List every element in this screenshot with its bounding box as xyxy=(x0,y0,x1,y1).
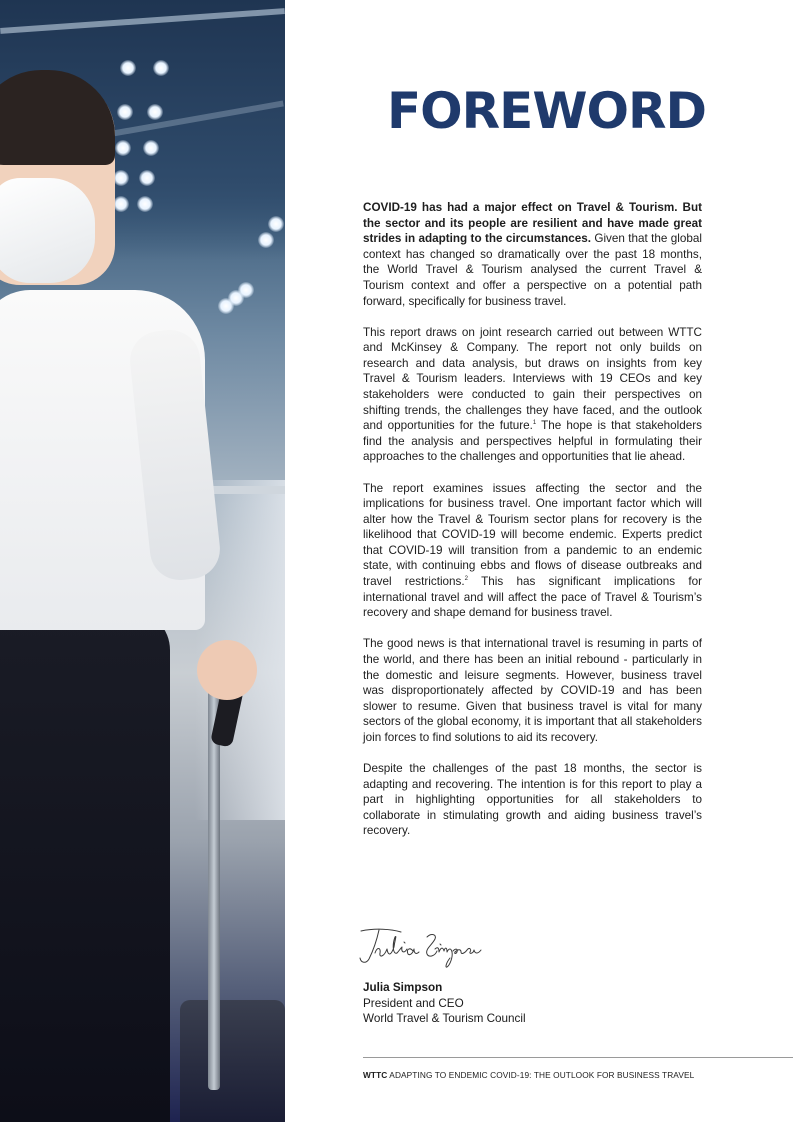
ceiling-light xyxy=(113,170,129,186)
ceiling-light xyxy=(218,298,234,314)
ceiling-light xyxy=(238,282,254,298)
ceiling-light xyxy=(139,170,155,186)
footnote-ref-2[interactable]: 2 xyxy=(464,576,468,583)
ceiling-light xyxy=(137,196,153,212)
foreword-body xyxy=(363,200,702,854)
suitcase-handle xyxy=(208,690,220,1090)
paragraph-2-text-a: This report draws on joint research carried out between WTTC and McKinsey & Company. The report not only builds on research and data analysis, but draws on insights from key Travel & Tourism leaders. Interviews with 19 CEOs and key stakeholders were conducted to gain their perspectives on shifting trends, the challenges they have faced, and the outlook and opportunities for the future. xyxy=(363,325,702,433)
ceiling-light xyxy=(120,60,136,76)
suitcase xyxy=(180,1000,285,1122)
ceiling-light xyxy=(153,60,169,76)
paragraph-1 xyxy=(363,200,702,309)
ceiling-light xyxy=(115,140,131,156)
paragraph-1-lead: COVID-19 has had a major effect on Travel & Tourism. But the sector and its people are resilient and have made great strides in adapting to the circumstances. xyxy=(363,201,702,246)
footer-title: ADAPTING TO ENDEMIC COVID-19: THE OUTLOOK FOR BUSINESS TRAVEL xyxy=(387,1070,695,1080)
paragraph-2 xyxy=(363,325,702,465)
paragraph-5: Despite the challenges of the past 18 months, the sector is adapting and recovering. The intention is for this report to play a part in highlighting opportunities for all stakeholders to collaborate in stimulating growth and aiding business travel’s recovery. xyxy=(363,762,702,838)
footer-brand: WTTC xyxy=(363,1070,388,1080)
ceiling-light xyxy=(143,140,159,156)
person-hand xyxy=(197,640,257,700)
paragraph-2-text-b: The hope is that stakeholders find the analysis and perspectives helpful in formulating their approaches to the challenges and opportunities that lie ahead. xyxy=(363,419,702,464)
page-title: FOREWORD xyxy=(387,82,706,140)
paragraph-3-text-a: The report examines issues affecting the sector and the implications for business travel. One important factor which will alter how the Travel & Tourism sector plans for recovery is the likelihood that COVID-19 will become endemic. Experts predict that COVID-19 will transition from a pandemic to an endemic state, with continuing ebbs and flows of disease outbreaks and travel restrictions. xyxy=(363,481,702,589)
person-skirt xyxy=(0,610,170,1122)
paragraph-3 xyxy=(363,481,702,621)
face-mask xyxy=(0,178,95,283)
cover-photo xyxy=(0,0,285,1122)
ceiling-light xyxy=(258,232,274,248)
footer-divider xyxy=(363,1057,793,1058)
ceiling-light xyxy=(147,104,163,120)
signer-block xyxy=(363,980,526,1027)
page-footer xyxy=(363,1070,694,1080)
ceiling-light xyxy=(113,196,129,212)
ceiling-light xyxy=(117,104,133,120)
handwritten-signature xyxy=(357,925,487,970)
signer-name: Julia Simpson xyxy=(363,981,443,994)
footnote-ref-1[interactable]: 1 xyxy=(532,420,537,427)
signer-role: President and CEO xyxy=(363,996,464,1010)
paragraph-1-text: Given that the global context has changed so dramatically over the past 18 months, the World Travel & Tourism analysed the current Travel & Tourism context and offer a perspective on a potential path forward, specifically for business travel. xyxy=(363,232,702,308)
paragraph-3-text-b: This has significant implications for international travel and will affect the pace of Travel & Tourism’s recovery and shape demand for business travel. xyxy=(363,575,702,620)
signer-organization: World Travel & Tourism Council xyxy=(363,1012,526,1026)
paragraph-4: The good news is that international travel is resuming in parts of the world, and there has been an initial rebound - particularly in the domestic and leisure segments. However, business travel was disproportionately affected by COVID-19 and has been slower to resume. Given that business travel is vital for many sectors of the global economy, it is important that all stakeholders join forces to find solutions to aid its recovery. xyxy=(363,637,702,744)
ceiling-light xyxy=(268,216,284,232)
